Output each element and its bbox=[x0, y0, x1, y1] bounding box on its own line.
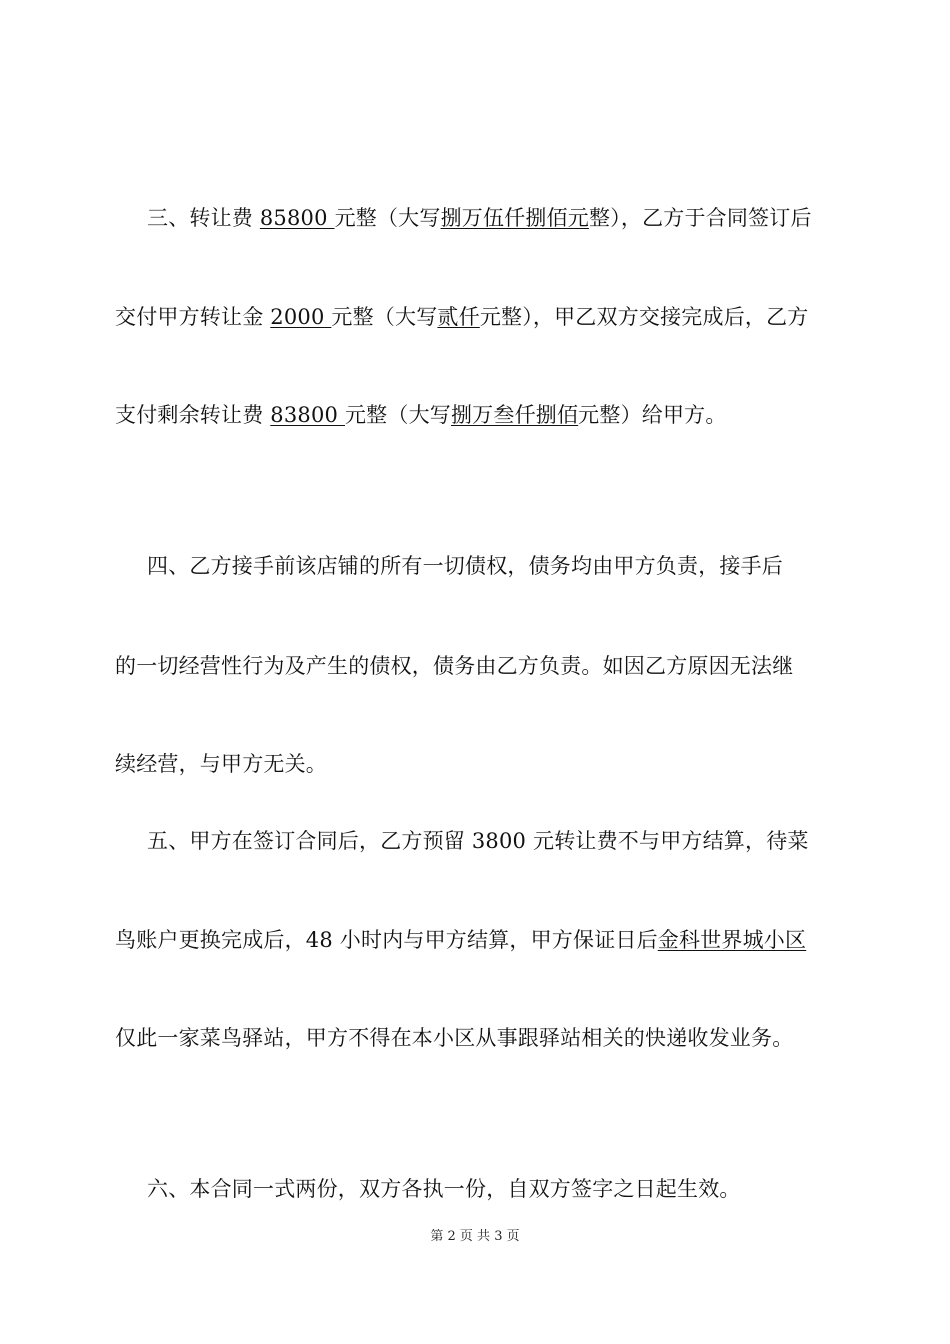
paragraph-line bbox=[115, 749, 845, 779]
text-run: 续经营，与甲方无关。 bbox=[115, 752, 327, 776]
paragraph-line bbox=[115, 400, 845, 430]
text-run: 六、本合同一式两份，双方各执一份，自双方签字之日起生效。 bbox=[147, 1177, 741, 1201]
paragraph-line bbox=[147, 1174, 877, 1204]
text-run: 仅此一家菜鸟驿站，甲方不得在本小区从事跟驿站相关的快递收发业务。 bbox=[115, 1026, 794, 1050]
page-number-footer: 第 2 页 共 3 页 bbox=[430, 1229, 520, 1244]
paragraph-line bbox=[147, 551, 877, 581]
text-run: 五、甲方在签订合同后，乙方预留 3800 元转让费不与甲方结算，待菜 bbox=[147, 829, 809, 853]
text-run: 元整）给甲方。 bbox=[578, 403, 727, 427]
paragraph-line bbox=[115, 925, 845, 955]
paragraph-line bbox=[115, 1023, 845, 1053]
text-run: 的一切经营性行为及产生的债权，债务由乙方负责。如因乙方原因无法继 bbox=[115, 654, 794, 678]
underlined-location: 金科世界城小区 bbox=[657, 928, 807, 952]
text-run: 鸟账户更换完成后，48 小时内与甲方结算，甲方保证日后 bbox=[115, 928, 658, 952]
text-run: 交付甲方转让金 bbox=[115, 305, 271, 329]
underlined-amount: 83800 bbox=[270, 403, 345, 427]
text-run: 元整（大写 bbox=[331, 305, 438, 329]
paragraph-line bbox=[147, 203, 877, 233]
text-run: 元整（大写 bbox=[334, 206, 441, 230]
text-run: 元整），甲乙双方交接完成后，乙方 bbox=[479, 305, 809, 329]
text-run: 四、乙方接手前该店铺的所有一切债权，债务均由甲方负责，接手后 bbox=[147, 554, 783, 578]
underlined-amount: 85800 bbox=[259, 206, 335, 230]
underlined-amount-words: 贰仟 bbox=[437, 305, 480, 329]
underlined-amount-words: 捌万叁仟捌佰 bbox=[450, 403, 579, 427]
text-run: 三、转让费 bbox=[147, 206, 260, 230]
text-run: 元整（大写 bbox=[344, 403, 451, 427]
underlined-amount-words: 捌万伍仟捌佰元 bbox=[440, 206, 589, 230]
paragraph-line bbox=[115, 302, 845, 332]
paragraph-line bbox=[115, 651, 845, 681]
paragraph-line bbox=[147, 826, 877, 856]
underlined-amount: 2000 bbox=[270, 305, 332, 329]
text-run: 支付剩余转让费 bbox=[115, 403, 271, 427]
text-run: 整），乙方于合同签订后 bbox=[588, 206, 812, 230]
